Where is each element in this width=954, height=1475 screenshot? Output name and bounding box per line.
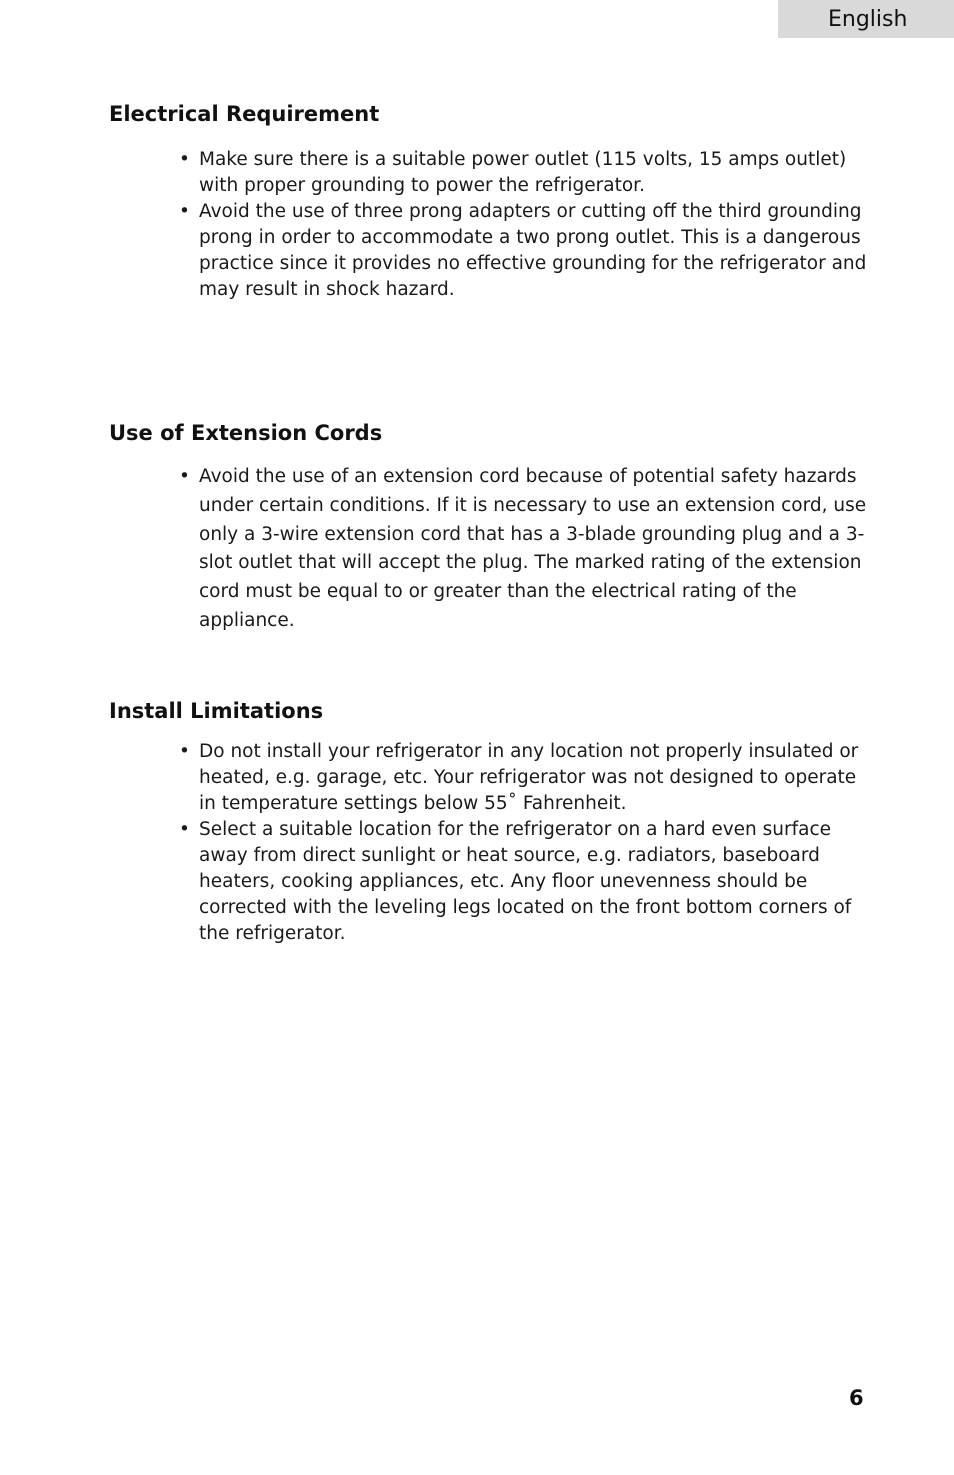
- list-item: [179, 817, 869, 947]
- bullet-icon: •: [179, 466, 190, 487]
- list-item: [179, 463, 869, 636]
- bullet-icon: •: [179, 201, 190, 222]
- bullet-icon: •: [179, 741, 190, 762]
- section-heading-install-limitations: Install Limitations: [109, 699, 324, 723]
- list-item-text: Avoid the use of three prong adapters or cutting off the third grounding prong in order to accommodate a two prong outlet. This is a dangerous practice since it provides no effective grounding for the refrigerator and may result in shock hazard.: [199, 201, 867, 300]
- bullet-icon: •: [179, 819, 190, 840]
- list-item-text: Avoid the use of an extension cord because of potential safety hazards under certain conditions. If it is necessary to use an extension cord, use only a 3-wire extension cord that has a 3-blade grounding plug and a 3-slot outlet that will accept the plug. The marked rating of the extension cord must be equal to or greater than the electrical rating of the appliance.: [199, 466, 867, 631]
- section-heading-extension-cords: Use of Extension Cords: [109, 421, 383, 445]
- page-number: 6: [849, 1386, 864, 1410]
- install-limitations-list: [179, 739, 869, 947]
- electrical-requirement-list: [179, 147, 869, 303]
- list-item-text: Do not install your refrigerator in any location not properly insulated or heated, e.g. garage, etc. Your refrigerator was not designed to operate in temperature settings below 55˚ Fahrenheit.: [199, 741, 859, 814]
- section-heading-electrical-requirement: Electrical Requirement: [109, 102, 380, 126]
- list-item-text: Select a suitable location for the refrigerator on a hard even surface away from direct sunlight or heat source, e.g. radiators, baseboard heaters, cooking appliances, etc. Any floor unevenness should be corrected with the leveling legs located on the front bottom corners of the refrigerator.: [199, 819, 852, 944]
- list-item: [179, 199, 869, 303]
- list-item-text: Make sure there is a suitable power outlet (115 volts, 15 amps outlet) with proper grounding to power the refrigerator.: [199, 149, 847, 196]
- bullet-icon: •: [179, 149, 190, 170]
- language-tab: English: [778, 0, 954, 38]
- list-item: [179, 739, 869, 817]
- list-item: [179, 147, 869, 199]
- extension-cords-list: [179, 463, 869, 636]
